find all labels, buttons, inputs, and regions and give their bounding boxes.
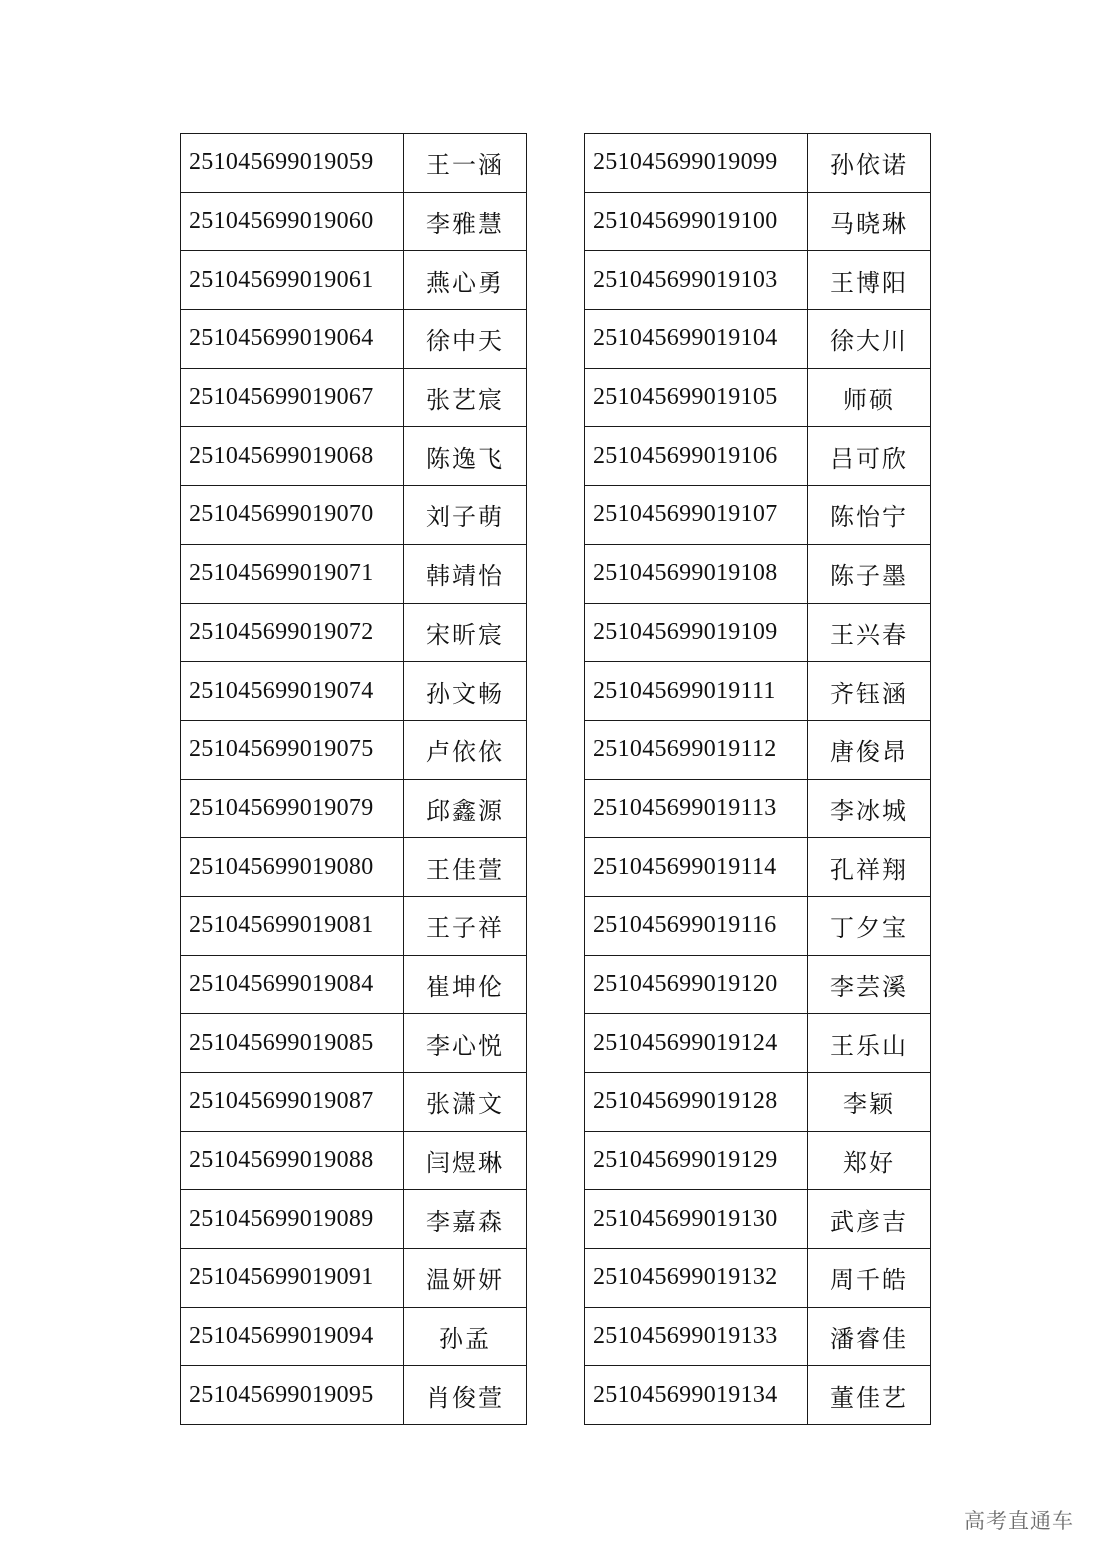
table-row <box>181 1014 527 1073</box>
candidate-id-cell: 251045699019114 <box>585 838 808 897</box>
candidate-name-cell: 潘睿佳 <box>808 1307 931 1366</box>
candidate-name-cell: 孙孟 <box>404 1307 527 1366</box>
table-row <box>181 720 527 779</box>
candidate-name-cell: 王乐山 <box>808 1014 931 1073</box>
table-row <box>585 662 931 721</box>
table-row <box>585 368 931 427</box>
candidate-id-cell: 251045699019120 <box>585 955 808 1014</box>
table-row <box>585 1073 931 1132</box>
candidate-name-cell: 李嘉森 <box>404 1190 527 1249</box>
roster-table-right <box>584 133 931 1425</box>
candidate-name-cell: 吕可欣 <box>808 427 931 486</box>
table-row <box>585 1307 931 1366</box>
roster-table-right-body <box>585 134 931 1425</box>
candidate-id-cell: 251045699019107 <box>585 486 808 545</box>
candidate-id-cell: 251045699019128 <box>585 1073 808 1132</box>
candidate-id-cell: 251045699019109 <box>585 603 808 662</box>
watermark: 高考直通车 <box>964 1509 1074 1533</box>
candidate-name-cell: 肖俊萱 <box>404 1366 527 1425</box>
candidate-name-cell: 武彦吉 <box>808 1190 931 1249</box>
table-row <box>585 192 931 251</box>
table-row <box>585 720 931 779</box>
candidate-name-cell: 徐大川 <box>808 310 931 369</box>
candidate-id-cell: 251045699019089 <box>181 1190 404 1249</box>
candidate-name-cell: 徐中天 <box>404 310 527 369</box>
table-row <box>585 838 931 897</box>
table-row <box>181 368 527 427</box>
candidate-id-cell: 251045699019061 <box>181 251 404 310</box>
candidate-name-cell: 马晓琳 <box>808 192 931 251</box>
candidate-id-cell: 251045699019067 <box>181 368 404 427</box>
candidate-name-cell: 李冰城 <box>808 779 931 838</box>
candidate-id-cell: 251045699019075 <box>181 720 404 779</box>
table-row <box>585 1190 931 1249</box>
table-row <box>585 544 931 603</box>
table-row <box>181 427 527 486</box>
candidate-name-cell: 刘子萌 <box>404 486 527 545</box>
candidate-id-cell: 251045699019094 <box>181 1307 404 1366</box>
table-row <box>181 1366 527 1425</box>
candidate-id-cell: 251045699019095 <box>181 1366 404 1425</box>
candidate-id-cell: 251045699019081 <box>181 896 404 955</box>
table-row <box>585 1014 931 1073</box>
table-row <box>585 486 931 545</box>
table-row <box>181 1190 527 1249</box>
candidate-name-cell: 王子祥 <box>404 896 527 955</box>
candidate-name-cell: 师硕 <box>808 368 931 427</box>
table-row <box>585 310 931 369</box>
candidate-id-cell: 251045699019087 <box>181 1073 404 1132</box>
table-row <box>585 1249 931 1308</box>
table-row <box>585 1366 931 1425</box>
table-row <box>585 251 931 310</box>
table-row <box>181 310 527 369</box>
candidate-name-cell: 董佳艺 <box>808 1366 931 1425</box>
candidate-id-cell: 251045699019105 <box>585 368 808 427</box>
table-row <box>181 1073 527 1132</box>
candidate-name-cell: 王佳萱 <box>404 838 527 897</box>
table-row <box>181 779 527 838</box>
table-row <box>585 134 931 193</box>
candidate-name-cell: 陈逸飞 <box>404 427 527 486</box>
table-row <box>181 955 527 1014</box>
table-row <box>181 896 527 955</box>
candidate-name-cell: 卢依依 <box>404 720 527 779</box>
candidate-id-cell: 251045699019106 <box>585 427 808 486</box>
roster-table-left <box>180 133 527 1425</box>
candidate-name-cell: 崔坤伦 <box>404 955 527 1014</box>
table-row <box>181 1131 527 1190</box>
candidate-id-cell: 251045699019100 <box>585 192 808 251</box>
table-row <box>585 779 931 838</box>
candidate-id-cell: 251045699019104 <box>585 310 808 369</box>
candidate-id-cell: 251045699019130 <box>585 1190 808 1249</box>
candidate-id-cell: 251045699019080 <box>181 838 404 897</box>
candidate-id-cell: 251045699019133 <box>585 1307 808 1366</box>
candidate-id-cell: 251045699019088 <box>181 1131 404 1190</box>
candidate-name-cell: 王一涵 <box>404 134 527 193</box>
table-row <box>585 603 931 662</box>
candidate-name-cell: 燕心勇 <box>404 251 527 310</box>
candidate-name-cell: 郑好 <box>808 1131 931 1190</box>
candidate-id-cell: 251045699019108 <box>585 544 808 603</box>
candidate-name-cell: 周千皓 <box>808 1249 931 1308</box>
candidate-name-cell: 孙依诺 <box>808 134 931 193</box>
candidate-id-cell: 251045699019112 <box>585 720 808 779</box>
candidate-id-cell: 251045699019085 <box>181 1014 404 1073</box>
candidate-id-cell: 251045699019064 <box>181 310 404 369</box>
candidate-name-cell: 张潇文 <box>404 1073 527 1132</box>
candidate-id-cell: 251045699019124 <box>585 1014 808 1073</box>
candidate-name-cell: 李雅慧 <box>404 192 527 251</box>
candidate-id-cell: 251045699019111 <box>585 662 808 721</box>
candidate-id-cell: 251045699019059 <box>181 134 404 193</box>
candidate-name-cell: 陈怡宁 <box>808 486 931 545</box>
candidate-name-cell: 王兴春 <box>808 603 931 662</box>
table-row <box>585 427 931 486</box>
table-row <box>585 1131 931 1190</box>
candidate-name-cell: 温妍妍 <box>404 1249 527 1308</box>
candidate-name-cell: 李颖 <box>808 1073 931 1132</box>
candidate-name-cell: 唐俊昂 <box>808 720 931 779</box>
table-row <box>181 662 527 721</box>
candidate-id-cell: 251045699019074 <box>181 662 404 721</box>
candidate-name-cell: 陈子墨 <box>808 544 931 603</box>
candidate-id-cell: 251045699019103 <box>585 251 808 310</box>
candidate-id-cell: 251045699019079 <box>181 779 404 838</box>
table-row <box>181 1307 527 1366</box>
candidate-id-cell: 251045699019091 <box>181 1249 404 1308</box>
candidate-name-cell: 李芸溪 <box>808 955 931 1014</box>
candidate-id-cell: 251045699019068 <box>181 427 404 486</box>
candidate-id-cell: 251045699019060 <box>181 192 404 251</box>
candidate-id-cell: 251045699019116 <box>585 896 808 955</box>
table-row <box>181 544 527 603</box>
candidate-name-cell: 张艺宸 <box>404 368 527 427</box>
candidate-id-cell: 251045699019070 <box>181 486 404 545</box>
candidate-name-cell: 宋昕宸 <box>404 603 527 662</box>
table-row <box>181 251 527 310</box>
table-row <box>181 838 527 897</box>
table-row <box>181 486 527 545</box>
table-row <box>181 192 527 251</box>
candidate-id-cell: 251045699019132 <box>585 1249 808 1308</box>
candidate-id-cell: 251045699019129 <box>585 1131 808 1190</box>
candidate-name-cell: 闫煜琳 <box>404 1131 527 1190</box>
candidate-name-cell: 邱鑫源 <box>404 779 527 838</box>
candidate-name-cell: 孙文畅 <box>404 662 527 721</box>
table-row <box>181 134 527 193</box>
candidate-id-cell: 251045699019134 <box>585 1366 808 1425</box>
candidate-id-cell: 251045699019072 <box>181 603 404 662</box>
candidate-id-cell: 251045699019113 <box>585 779 808 838</box>
candidate-id-cell: 251045699019099 <box>585 134 808 193</box>
candidate-name-cell: 齐钰涵 <box>808 662 931 721</box>
table-row <box>585 955 931 1014</box>
roster-table-left-body <box>181 134 527 1425</box>
candidate-name-cell: 孔祥翔 <box>808 838 931 897</box>
candidate-name-cell: 李心悦 <box>404 1014 527 1073</box>
table-row <box>585 896 931 955</box>
candidate-id-cell: 251045699019071 <box>181 544 404 603</box>
candidate-name-cell: 王博阳 <box>808 251 931 310</box>
candidate-name-cell: 韩靖怡 <box>404 544 527 603</box>
table-row <box>181 1249 527 1308</box>
candidate-name-cell: 丁夕宝 <box>808 896 931 955</box>
candidate-id-cell: 251045699019084 <box>181 955 404 1014</box>
table-row <box>181 603 527 662</box>
